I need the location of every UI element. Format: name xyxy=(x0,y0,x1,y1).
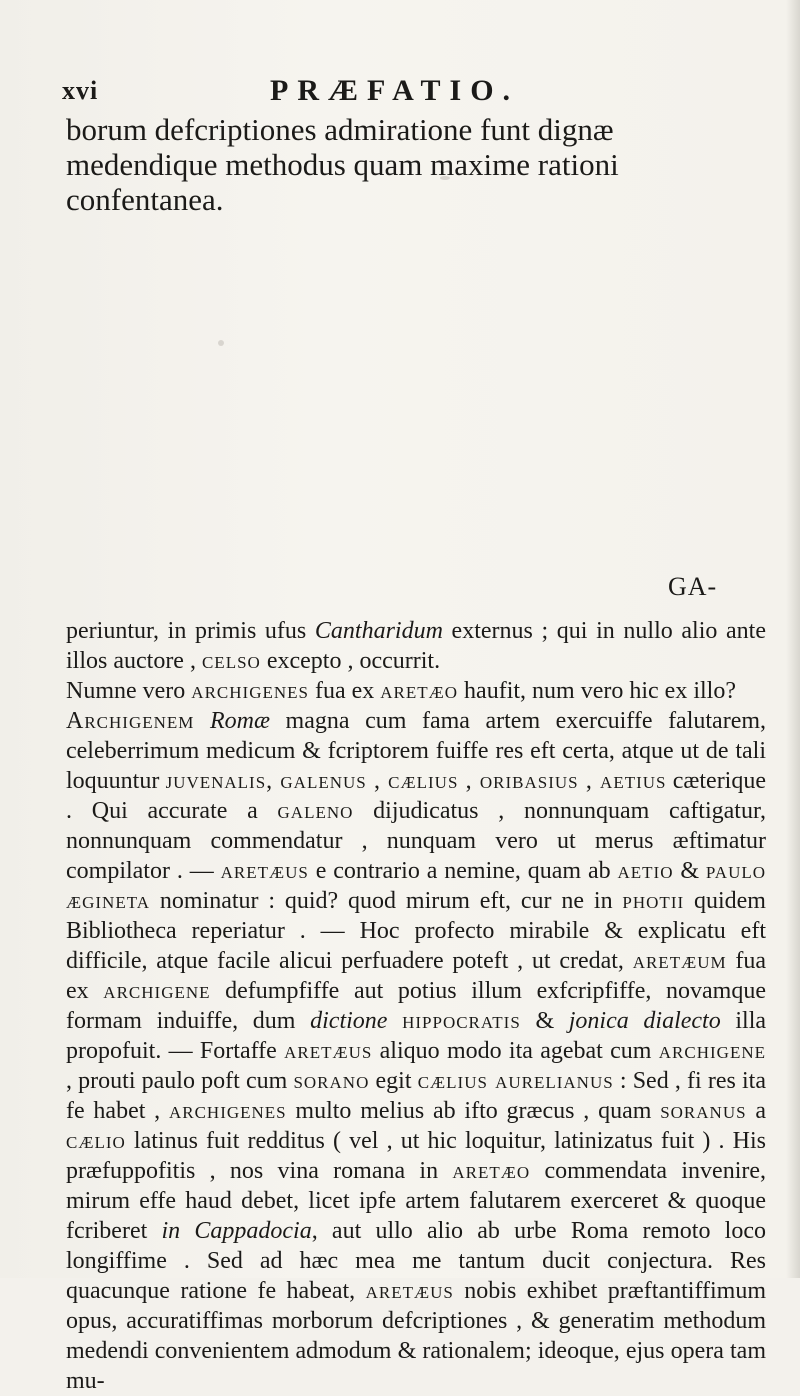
author-name: archigene xyxy=(658,1038,766,1064)
paragraph-1 xyxy=(66,616,766,676)
author-name: aretæo xyxy=(380,678,459,704)
text-run: periuntur, in primis ufus xyxy=(66,618,315,644)
page-edge-shadow xyxy=(786,0,800,1278)
author-name: aretæus xyxy=(284,1038,373,1064)
text-run: & xyxy=(673,858,706,884)
paragraph-3 xyxy=(66,706,766,1396)
author-name: archigenes xyxy=(191,678,309,704)
author-names: juvenalis, galenus , cælius , oribasius , aetius xyxy=(165,768,667,794)
page-header xyxy=(62,74,762,114)
author-name: aretæum xyxy=(632,948,727,974)
text-run: latinus fuit redditus ( vel , ut hic loquitur, latinizatus fuit ) . His præfuppofitis , nos vina romana in xyxy=(66,1128,766,1184)
intro-line: borum defcriptiones admiratione funt dignæ xyxy=(66,112,614,147)
intro-paragraph xyxy=(66,112,766,217)
text-run: egit xyxy=(369,1068,418,1094)
author-name: sorano xyxy=(293,1068,370,1094)
text-run: , prouti paulo poft cum xyxy=(66,1068,294,1094)
text-run: e contrario a nemine, quam ab xyxy=(308,858,618,884)
text-run: a xyxy=(746,1098,766,1124)
text-run: : Sed , fi res ita fe habet , xyxy=(66,1068,766,1124)
author-name: aetio xyxy=(617,858,674,884)
italic-term: jonica dialecto xyxy=(568,1008,721,1034)
text-run: Numne vero xyxy=(66,678,192,704)
ink-spot xyxy=(218,340,224,346)
text-run: externus ; qui in nullo alio ante illos auctore , xyxy=(66,618,766,674)
text-run: magna cum fama artem exercuiffe falutarem, celeberrimum medicum & fcriptorem fuiffe res eft certa, atque ut de tali loquuntur xyxy=(66,708,767,794)
text-run: commendata invenire, mirum effe haud debet, licet ipfe artem falutarem exerceret & quoque fcriberet xyxy=(66,1158,767,1244)
text-run: , aut ullo alio ab urbe Roma remoto loco longiffime . Sed ad hæc mea me tantum ducit conjectura. Res quacunque ratione fe habeat, xyxy=(66,1218,766,1304)
text-run: excepto , occurrit. xyxy=(260,648,441,674)
text-run: aliquo modo ita agebat cum xyxy=(372,1038,659,1064)
author-name: celso xyxy=(201,648,261,674)
intro-line: medendique methodus quam maxime rationi xyxy=(66,147,619,182)
ink-spot xyxy=(440,176,450,180)
author-name: archigenes xyxy=(168,1098,287,1124)
text-run: cæterique . Qui accurate a xyxy=(66,768,767,824)
author-name: galeno xyxy=(277,798,354,824)
author-name: cælius aurelianus xyxy=(417,1068,614,1094)
text-run: quidem Bibliotheca reperiatur . — Hoc profecto mirabile & explicatu eft difficile, atque facile alicui perfuadere poteft , ut credat, xyxy=(66,888,766,974)
author-name: Archigenem xyxy=(66,708,195,734)
italic-term: in Cappadocia xyxy=(161,1218,312,1244)
body-text xyxy=(66,616,766,1396)
author-name: cælio xyxy=(66,1128,126,1154)
author-name: hippocratis xyxy=(402,1008,521,1034)
text-run: nobis exhibet præftantiffimum opus, accuratiffimas morborum defcriptiones , & generatim methodum medendi convenientem admodum & rationalem; ideoque, ejus opera tam mu- xyxy=(66,1278,767,1394)
italic-term: Romæ xyxy=(209,708,270,734)
text-run: & xyxy=(520,1008,569,1034)
text-run: fua ex xyxy=(308,678,381,704)
text-run: defumpfiffe aut potius illum exfcripfiffe, novamque formam induiffe, dum xyxy=(66,978,766,1034)
catchword: GA- xyxy=(668,572,718,601)
author-name: soranus xyxy=(660,1098,747,1124)
text-run: dijudicatus , nonnunquam caftigatur, nonnunquam commendatur , nunquam vero ut merus æftimatur compilator . — xyxy=(66,798,766,884)
text-run: haufit, num vero hic ex illo? xyxy=(458,678,736,704)
italic-term: dictione xyxy=(310,1008,388,1034)
running-title: PRÆFATIO. xyxy=(270,74,520,107)
folio-number: xvi xyxy=(62,76,99,105)
author-name: photii xyxy=(622,888,685,914)
author-name: archigene xyxy=(103,978,211,1004)
text-run: nominatur : quid? quod mirum eft, cur ne in xyxy=(150,888,623,914)
author-name: paulo ægineta xyxy=(66,858,767,914)
italic-term: Cantharidum xyxy=(314,618,443,644)
intro-line: confentanea. xyxy=(66,182,224,217)
text-run: multo melius ab ifto græcus , quam xyxy=(286,1098,661,1124)
author-name: aretæus xyxy=(220,858,309,884)
paragraph-2 xyxy=(66,676,766,706)
text-run: fua ex xyxy=(66,948,766,1004)
author-name: aretæo xyxy=(452,1158,531,1184)
author-name: aretæus xyxy=(365,1278,454,1304)
text-run: illa propofuit. — Fortaffe xyxy=(66,1008,767,1064)
